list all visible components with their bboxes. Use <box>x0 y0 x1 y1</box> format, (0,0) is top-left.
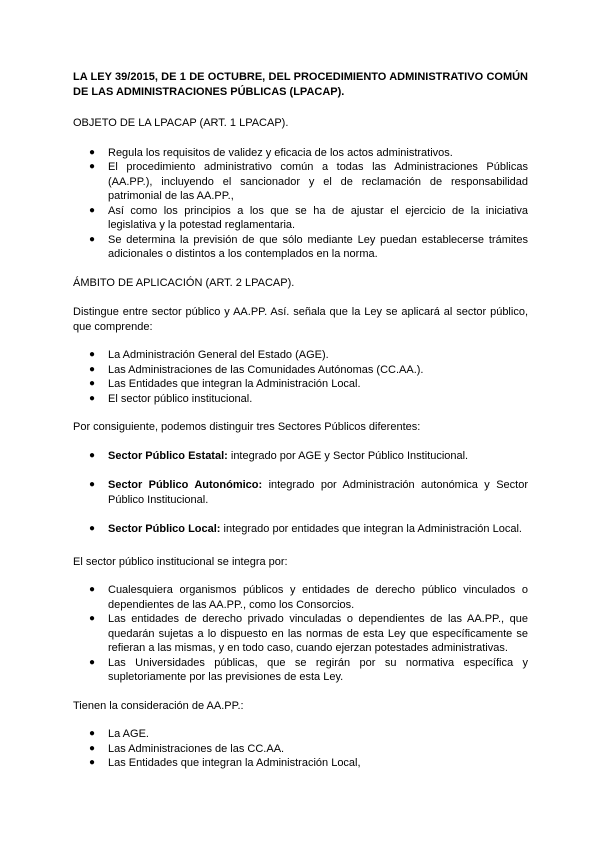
list-item: ● Las entidades de derecho privado vinculadas o dependientes de las AA.PP., que quedarán sujetas a lo dispuesto en las normas de esta Ley que específicamente se refieran a las mismas, y en todo caso, cuando ejerzan potestades administrativas. <box>89 613 528 654</box>
bullet-icon: ● <box>89 613 96 624</box>
bullet-icon: ● <box>89 728 96 739</box>
list-item: ● Así como los principios a los que se ha de ajustar el ejercicio de la iniciativa legislativa y la potestad reglamentaria. <box>89 204 528 231</box>
aapp-intro: Tienen la consideración de AA.PP.: <box>73 699 244 712</box>
list-item: ● Las Entidades que integran la Administración Local, <box>89 757 361 769</box>
institucional-list <box>73 583 528 685</box>
bullet-icon: ● <box>89 656 96 668</box>
objeto-list <box>73 146 528 262</box>
institucional-intro: El sector público institucional se integra por: <box>73 555 288 568</box>
sector-label: Sector Público Local: <box>108 523 221 535</box>
bullet-icon: ● <box>89 161 96 172</box>
list-item: ● El procedimiento administrativo común a todas las Administraciones Públicas (AA.PP.), incluyendo el sancionador y el de reclamación de responsabilidad patrimonial de las AA.PP., <box>89 161 528 202</box>
list-item: ● Las Administraciones de las Comunidades Autónomas (CC.AA.). <box>89 363 424 376</box>
sectores-intro: Por consiguiente, podemos distinguir tres Sectores Públicos diferentes: <box>73 421 421 433</box>
section-heading-objeto: OBJETO DE LA LPACAP (ART. 1 LPACAP). <box>73 117 289 129</box>
list-item: ● El sector público institucional. <box>89 392 253 405</box>
aapp-list <box>73 727 528 771</box>
bullet-icon: ● <box>89 349 96 360</box>
bullet-icon: ● <box>89 378 96 389</box>
list-item: ● Cualesquiera organismos públicos y entidades de derecho público vinculados o dependientes de las AA.PP., como los Consorcios. <box>89 584 528 611</box>
list-item: ● Regula los requisitos de validez y eficacia de los actos administrativos. <box>89 146 453 159</box>
section-heading-ambito: ÁMBITO DE APLICACIÓN (ART. 2 LPACAP). <box>73 276 295 289</box>
document-title: LA LEY 39/2015, DE 1 DE OCTUBRE, DEL PROCEDIMIENTO ADMINISTRATIVO COMÚN DE LAS ADMINISTRACIONES PÚBLICAS (LPACAP). <box>73 71 528 98</box>
bullet-icon: ● <box>89 233 96 245</box>
bullet-icon: ● <box>89 204 96 216</box>
ambito-list <box>73 348 528 406</box>
list-item: ● Sector Público Local: integrado por entidades que integran la Administración Local. <box>89 523 522 535</box>
bullet-icon: ● <box>89 146 96 158</box>
sector-label: Sector Público Autonómico: <box>108 479 263 491</box>
bullet-icon: ● <box>89 584 96 595</box>
list-item: ● Las Universidades públicas, que se regirán por su normativa específica y supletoriamente por las previsiones de esta Ley. <box>89 656 528 683</box>
list-item: ● La AGE. <box>89 728 149 740</box>
bullet-icon: ● <box>89 449 96 461</box>
sectores-list <box>73 449 528 537</box>
sector-label: Sector Público Estatal: <box>108 449 228 462</box>
list-item: ● Las Entidades que integran la Administración Local. <box>89 378 361 390</box>
list-item: ● La Administración General del Estado (AGE). <box>89 349 329 361</box>
list-item: ● Se determina la previsión de que sólo mediante Ley puedan establecerse trámites adicionales o distintos a los contemplados en la norma. <box>89 233 528 260</box>
ambito-intro: Distingue entre sector público y AA.PP. Así. señala que la Ley se aplicará al sector público, que comprende: <box>73 306 528 333</box>
list-item: ● Las Administraciones de las CC.AA. <box>89 742 285 755</box>
bullet-icon: ● <box>89 523 96 534</box>
bullet-icon: ● <box>89 742 96 754</box>
bullet-icon: ● <box>89 392 96 404</box>
bullet-icon: ● <box>89 757 96 768</box>
bullet-icon: ● <box>89 479 96 490</box>
bullet-icon: ● <box>89 363 96 375</box>
list-item: ● Sector Público Autonómico: integrado por Administración autonómica y Sector Público Institucional. <box>89 479 528 506</box>
list-item: ● Sector Público Estatal: integrado por AGE y Sector Público Institucional. <box>89 449 469 462</box>
document-content <box>73 70 528 785</box>
